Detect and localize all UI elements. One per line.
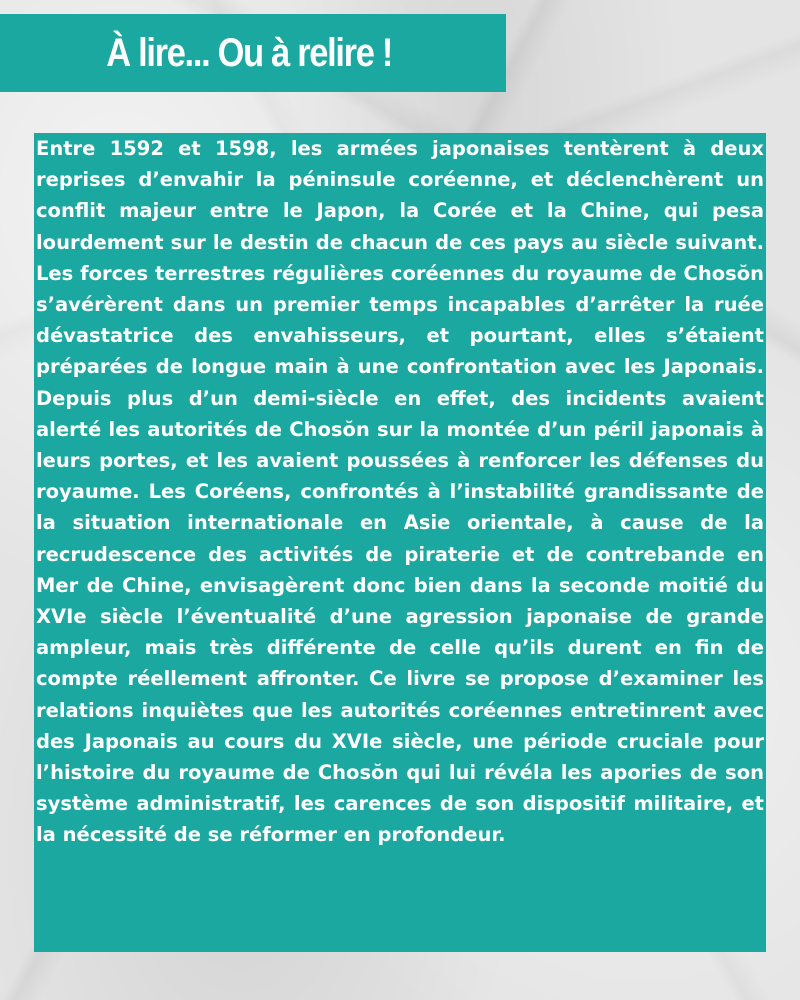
title-banner bbox=[0, 14, 506, 92]
body-paragraph: Entre 1592 et 1598, les armées japonaises tentèrent à deux reprises d’envahir la péninsule coréenne, et déclenchèrent un conflit majeur entre le Japon, la Corée et la Chine, qui pesa lourdement sur le destin de chacun de ces pays au siècle suivant. Les forces terrestres régulières coréennes du royaume de Chosŏn s’avérèrent dans un premier temps incapables d’arrêter la ruée dévastatrice des envahisseurs, et pourtant, elles s’étaient préparées de longue main à une confrontation avec les Japonais. Depuis plus d’un demi-siècle en effet, des incidents avaient alerté les autorités de Chosŏn sur la montée d’un péril japonais à leurs portes, et les avaient poussées à renforcer les défenses du royaume. Les Coréens, confrontés à l’instabilité grandissante de la situation internationale en Asie orientale, à cause de la recrudescence des activités de piraterie et de contrebande en Mer de Chine, envisagèrent donc bien dans la seconde moitié du XVIe siècle l’éventualité d’une agression japonaise de grande ampleur, mais très différente de celle qu’ils durent en fin de compte réellement affronter. Ce livre se propose d’examiner les relations inquiètes que les autorités coréennes entretinrent avec des Japonais au cours du XVIe siècle, une période cruciale pour l’histoire du royaume de Chosŏn qui lui révéla les apories de son système administratif, les carences de son dispositif militaire, et la nécessité de se réformer en profondeur. bbox=[36, 137, 764, 847]
page-title: À lire... Ou à relire ! bbox=[106, 30, 392, 75]
text-panel bbox=[34, 133, 766, 952]
